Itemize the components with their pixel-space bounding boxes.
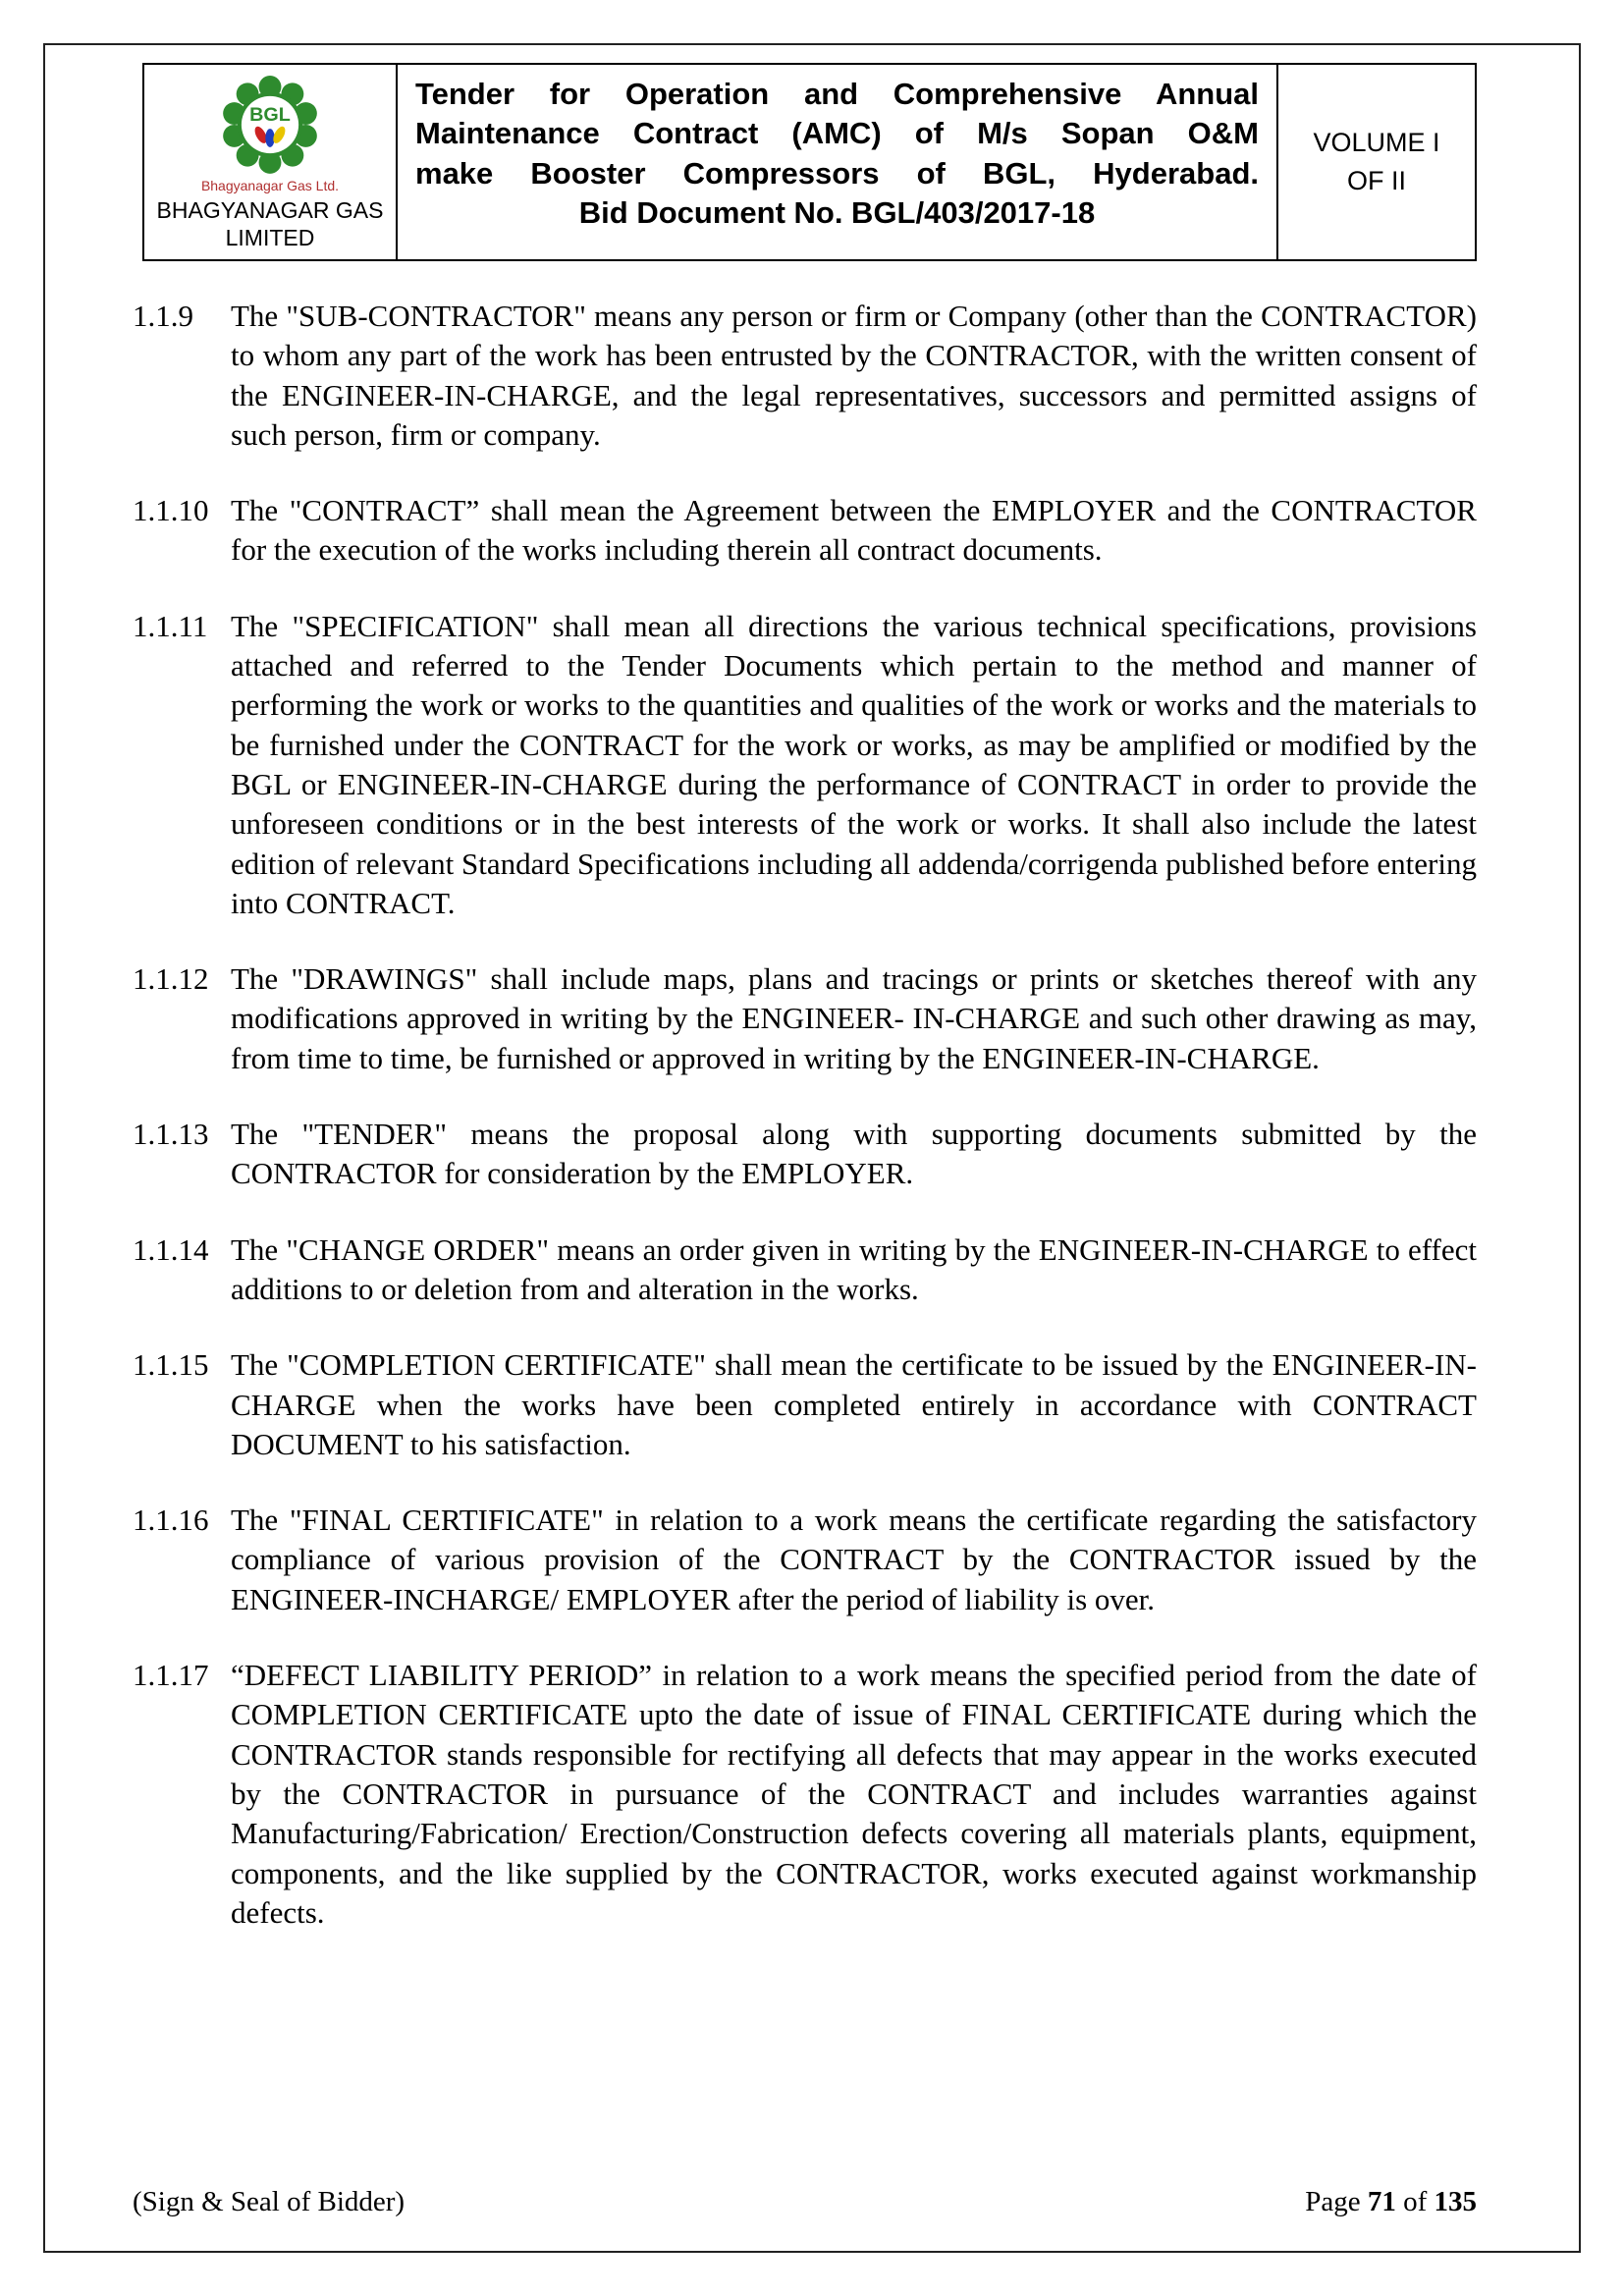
header-title-line: Tender for Operation and Comprehensive Annual xyxy=(415,77,1259,111)
clause-text: The "FINAL CERTIFICATE" in relation to a work means the certificate regarding the satisfactory compliance of various provision of the CONTRACT by the CONTRACTOR issued by the ENGINEER-INCHARGE/ EMPLOYER after the period of liability is over. xyxy=(231,1503,1477,1616)
company-name-line1: BHAGYANAGAR GAS xyxy=(156,197,384,223)
volume-line2: OF II xyxy=(1347,166,1406,196)
clause-row xyxy=(133,1115,1477,1194)
bid-document-number: Bid Document No. BGL/403/2017-18 xyxy=(578,194,1096,230)
company-logo-icon xyxy=(219,75,321,177)
logo-cell xyxy=(144,65,398,259)
clause-text: The "DRAWINGS" shall include maps, plans and tracings or prints or sketches thereof with any modifications approved in writing by the ENGINEER- IN-CHARGE and such other drawing as may, from time to time, be furnished or approved in writing by the ENGINEER-IN-CHARGE. xyxy=(231,961,1477,1075)
clause-row xyxy=(133,1501,1477,1619)
clause-row xyxy=(133,491,1477,571)
page-current: 71 xyxy=(1367,2186,1396,2217)
page-footer xyxy=(133,2186,1477,2218)
clause-row xyxy=(133,1345,1477,1464)
clause-number: 1.1.13 xyxy=(133,1117,209,1152)
clause-number: 1.1.14 xyxy=(133,1231,209,1267)
company-name xyxy=(157,196,384,251)
clause-number: 1.1.15 xyxy=(133,1347,209,1383)
clause-text: The "CONTRACT” shall mean the Agreement between the EMPLOYER and the CONTRACTOR for the execution of the works including therein all contract documents. xyxy=(231,493,1477,568)
volume-line1: VOLUME I xyxy=(1313,127,1440,157)
header-title-line: make Booster Compressors of BGL, Hyderabad. xyxy=(415,155,1259,191)
clause-text: The "TENDER" means the proposal along with supporting documents submitted by the CONTRACTOR for consideration by the EMPLOYER. xyxy=(231,1117,1477,1191)
clause-number: 1.1.16 xyxy=(133,1503,209,1538)
clause-list xyxy=(133,297,1477,1933)
page-of: of xyxy=(1395,2186,1435,2217)
sign-seal-note: (Sign & Seal of Bidder) xyxy=(133,2186,406,2217)
clause-row xyxy=(133,297,1477,455)
clause-text: “DEFECT LIABILITY PERIOD” in relation to a work means the specified period from the date of COMPLETION CERTIFICATE upto the date of issue of FINAL CERTIFICATE during which the CONTRACTOR stands responsible for rectifying all defects that may appear in the works executed by the CONTRACTOR in pursuance of the CONTRACT and includes warranties against Manufacturing/Fabrication/ Erection/Construction defects covering all materials plants, equipment, components, and the like supplied by the CONTRACTOR, works executed against workmanship defects. xyxy=(231,1658,1477,1930)
logo-abbr-text: BGL xyxy=(249,103,291,126)
clause-text: The "SUB-CONTRACTOR" means any person or firm or Company (other than the CONTRACTOR) to whom any part of the work has been entrusted by the CONTRACTOR, with the written consent of the ENGINEER-IN-CHARGE, and the legal representatives, successors and permitted assigns of such person, firm or company. xyxy=(231,299,1477,452)
company-name-line2: LIMITED xyxy=(225,225,315,251)
clause-row xyxy=(133,959,1477,1078)
clause-text: The "COMPLETION CERTIFICATE" shall mean the certificate to be issued by the ENGINEER-IN-CHARGE when the works have been completed entirely in accordance with CONTRACT DOCUMENT to his satisfaction. xyxy=(231,1347,1477,1461)
clause-number: 1.1.10 xyxy=(133,493,209,528)
document-title-cell xyxy=(398,65,1278,259)
clause-row xyxy=(133,1656,1477,1933)
clause-row xyxy=(133,1230,1477,1310)
header-table xyxy=(142,63,1477,261)
clause-text: The "CHANGE ORDER" means an order given in writing by the ENGINEER-IN-CHARGE to effect additions to or deletion from and alteration in the works. xyxy=(231,1231,1477,1306)
clause-number: 1.1.12 xyxy=(133,961,209,997)
page-number xyxy=(1305,2186,1477,2218)
logo-subtitle: Bhagyanagar Gas Ltd. xyxy=(200,178,340,193)
clause-text: The "SPECIFICATION" shall mean all directions the various technical specifications, provisions attached and referred to the Tender Documents which pertain to the method and manner of performing the work or works to the quantities and qualities of the work or works and the materials to be furnished under the CONTRACT for the work or works, as may be amplified or modified by the BGL or ENGINEER-IN-CHARGE during the performance of CONTRACT in order to provide the unforeseen conditions or in the best interests of the work or works. It shall also include the latest edition of relevant Standard Specifications including all addenda/corrigenda published before entering into CONTRACT. xyxy=(231,608,1477,920)
header-title-line: Maintenance Contract (AMC) of M/s Sopan O&M xyxy=(415,116,1259,151)
header-title-lines xyxy=(415,75,1259,193)
clause-number: 1.1.17 xyxy=(133,1658,209,1693)
clause-number: 1.1.9 xyxy=(133,299,193,333)
volume-cell xyxy=(1278,65,1475,259)
clause-number: 1.1.11 xyxy=(133,608,208,643)
page-total: 135 xyxy=(1434,2186,1477,2217)
clause-row xyxy=(133,607,1477,923)
page-prefix: Page xyxy=(1305,2186,1368,2217)
